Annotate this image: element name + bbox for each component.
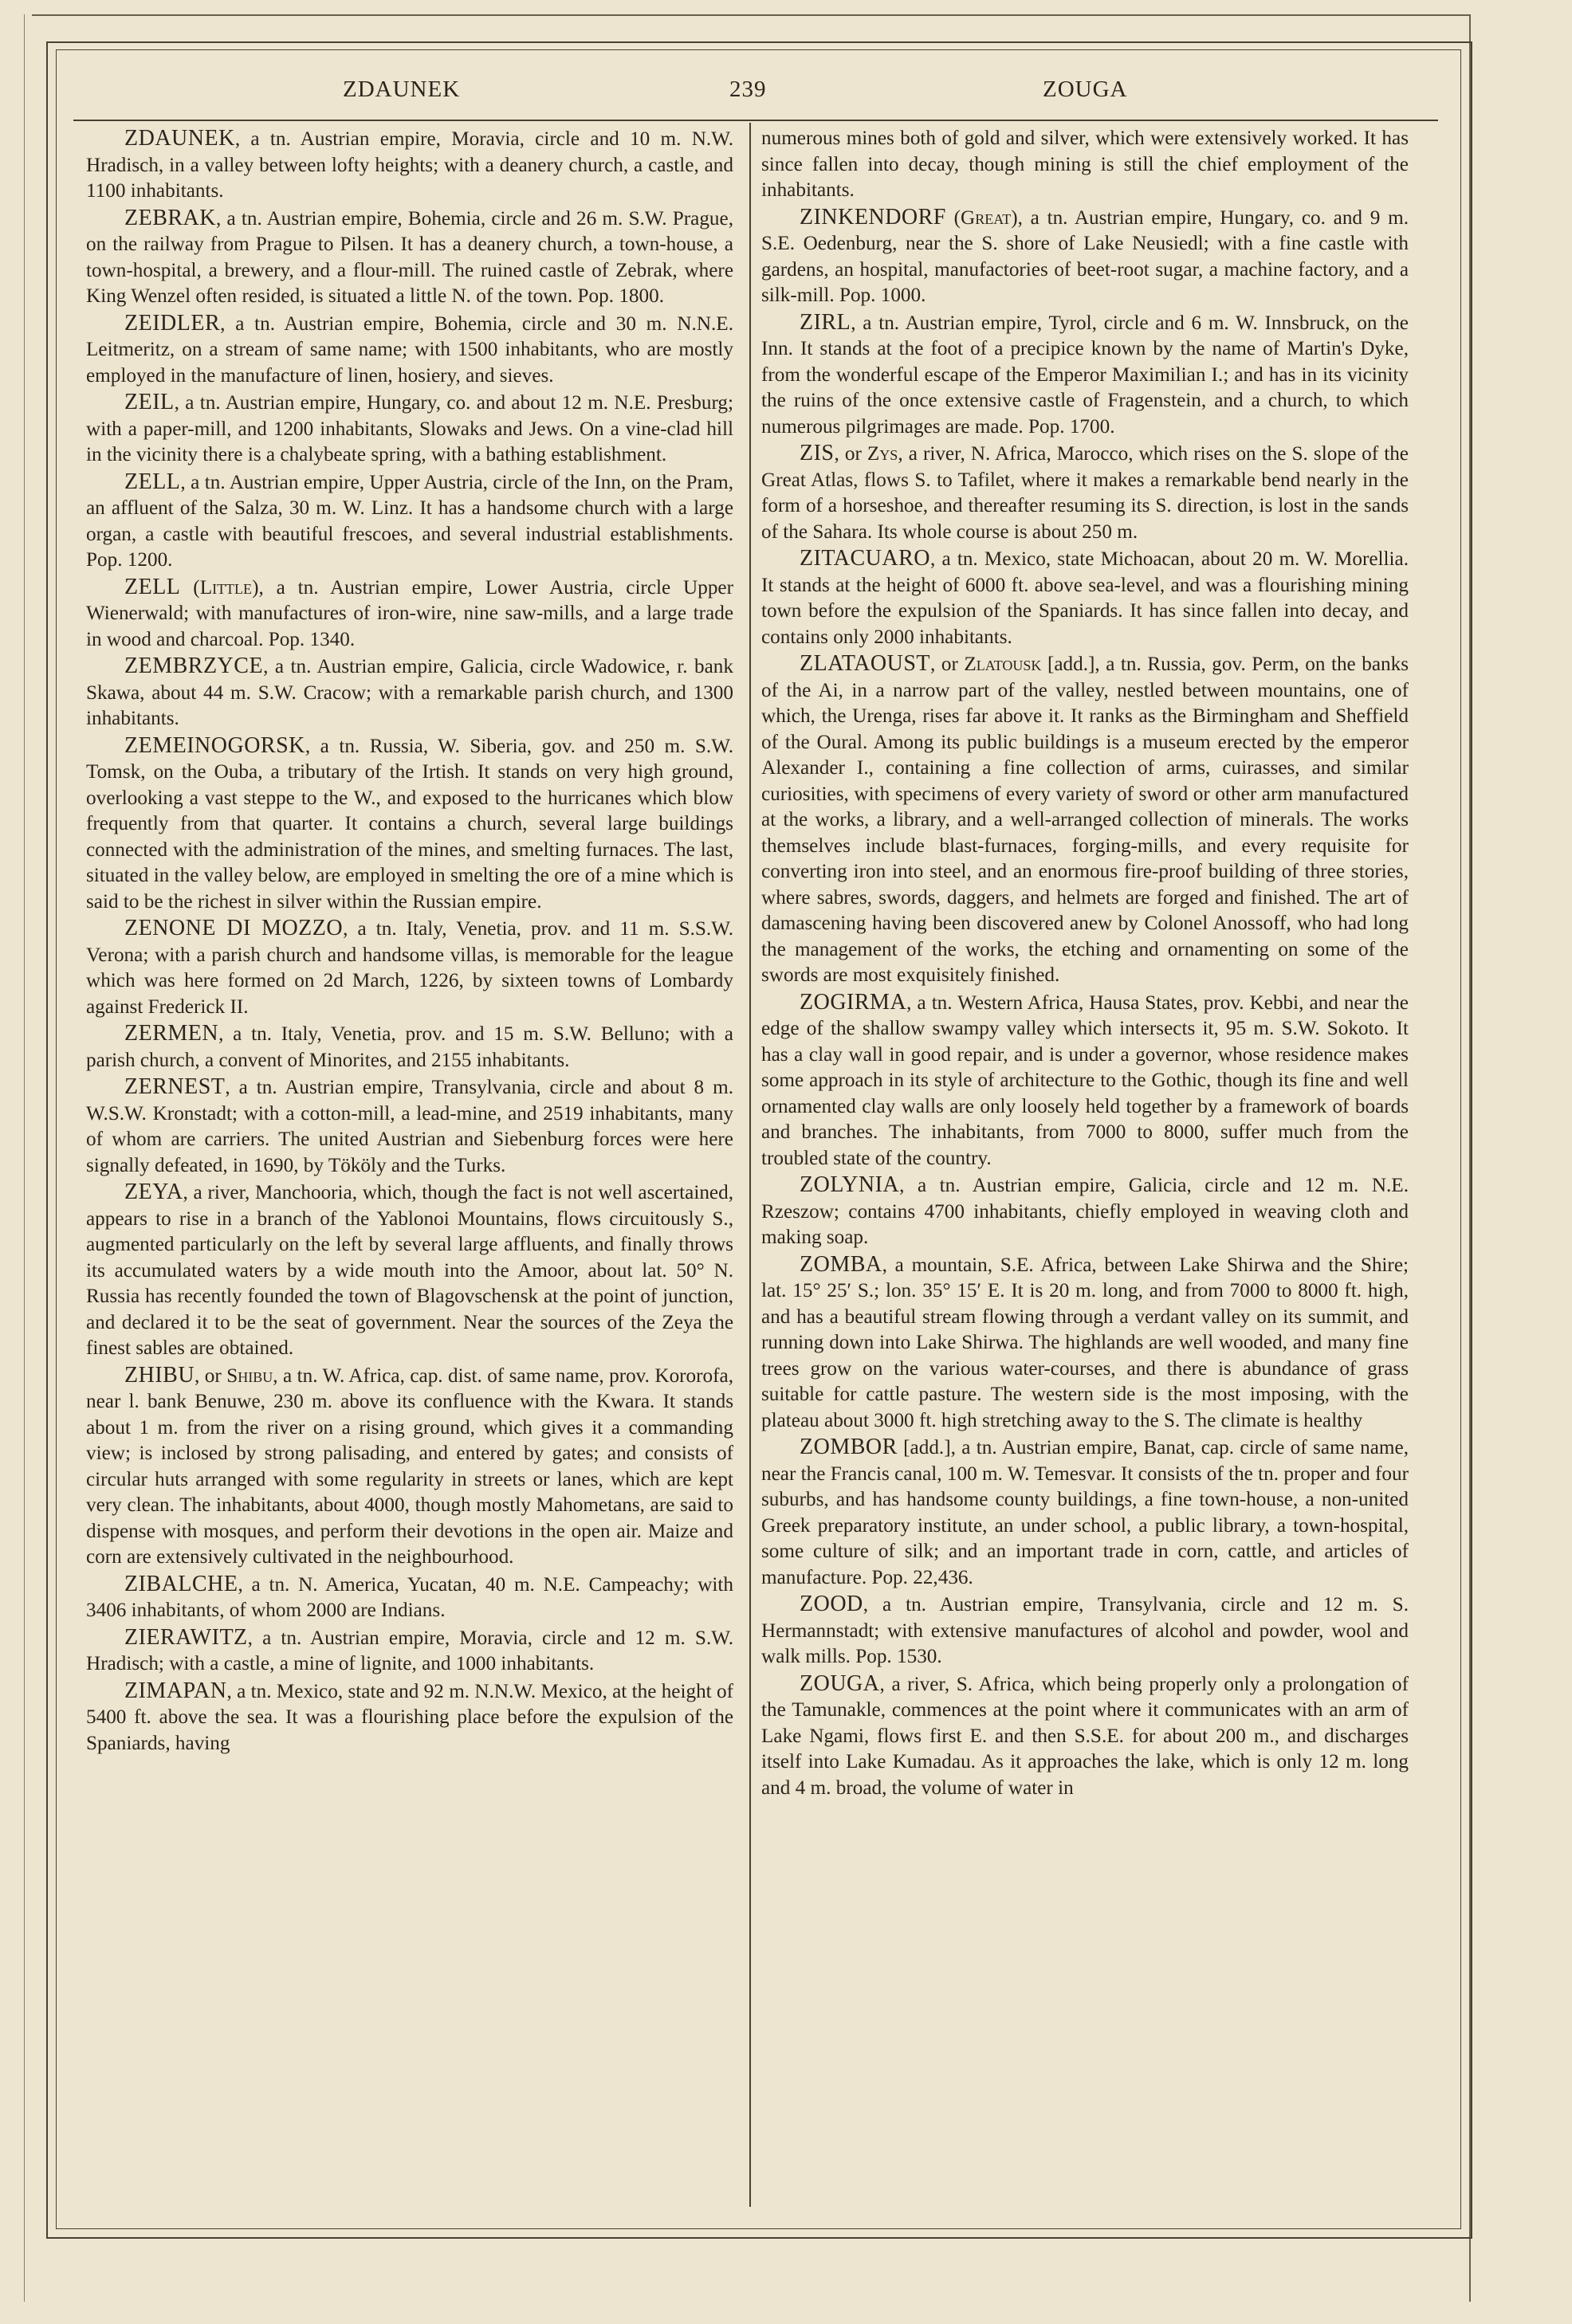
right-column bbox=[761, 126, 1409, 2206]
entry-headword: ZEMBRZYCE bbox=[124, 654, 264, 678]
entry-text: , a tn. Italy, Venetia, prov. and 11 m. S.S.W. Verona; with a parish church and handsome villas, is memorable for the league which was here formed on 2d March, 1226, by sixteen towns of Lombardy against Frederick II. bbox=[86, 918, 733, 1018]
entry-variant-name: Zys bbox=[867, 443, 898, 465]
entry-text: , a tn. Mexico, state Michoacan, about 20 m. W. Morellia. It stands at the height of 6000 ft. above sea-level, and was a flourishing mining town before the expulsion of the Spaniards. It has since fallen into decay, and contains only 2000 inhabitants. bbox=[761, 548, 1409, 648]
entry-headword: ZIBALCHE bbox=[124, 1571, 238, 1596]
entry-text: ), a tn. Austrian empire, Hungary, co. and 9 m. S.E. Oedenburg, near the S. shore of Lake Neusiedl; with a fine castle with gardens, an hospital, manufactories of beet-root sugar, a machine factory, and a silk-mill. Pop. 1000. bbox=[761, 206, 1409, 306]
gazetteer-entry bbox=[86, 390, 733, 469]
gazetteer-entry bbox=[761, 651, 1409, 989]
page-edge-top bbox=[32, 14, 1471, 16]
entry-headword: ZERNEST bbox=[124, 1074, 226, 1099]
entry-variant-name: Zlatousk bbox=[964, 654, 1042, 675]
entry-headword: ZENONE DI MOZZO bbox=[124, 916, 344, 940]
entry-text: , a tn. Austrian empire, Transylvania, circle and about 8 m. W.S.W. Kronstadt; with a cotton-mill, a lead-mine, and 2519 inhabitants, many of whom are carriers. The united Austrian and Siebenburg forces were here signally defeated, in 1690, by Tököly and the Turks. bbox=[86, 1077, 733, 1176]
entry-headword: ZIMAPAN bbox=[124, 1678, 227, 1703]
entry-punctuation: , or bbox=[834, 443, 867, 465]
entry-headword: ZOMBOR bbox=[800, 1435, 898, 1459]
gazetteer-entry bbox=[761, 1671, 1409, 1802]
entry-text: , a mountain, S.E. Africa, between Lake Shirwa and the Shire; lat. 15° 25′ S.; lon. 35° 15′ E. It is 20 m. long, and from 7000 to 8000 ft. high, and has a beautiful stream flowing through a verdant valley on its summit, and running down into Lake Shirwa. The highlands are well wooded, and many fine trees grow on the various water-courses, and there is abundance of grass suitable for cattle pasture. The western side is the most imposing, with the plateau about 3000 ft. high stretching away to the S. The climate is healthy bbox=[761, 1254, 1409, 1431]
gazetteer-entry bbox=[86, 126, 733, 205]
entry-headword: ZEIDLER bbox=[124, 310, 221, 336]
entry-text: , a tn. Austrian empire, Transylvania, circle and 12 m. S. Hermannstadt; with extensive manufactures of alcohol and powder, wool and walk mills. Pop. 1530. bbox=[761, 1594, 1409, 1667]
gazetteer-entry bbox=[86, 469, 733, 574]
gazetteer-entry bbox=[86, 1021, 733, 1074]
entry-headword: ZOMBA bbox=[800, 1251, 882, 1277]
entry-headword: ZOGIRMA bbox=[800, 989, 907, 1015]
entry-text: ), a tn. Austrian empire, Lower Austria, circle Upper Wienerwald; with manufactures of iron-wire, nine saw-mills, and a large trade in wood and charcoal. Pop. 1340. bbox=[86, 576, 733, 650]
entry-text: , a tn. W. Africa, cap. dist. of same name, prov. Kororofa, near l. bank Benuwe, 230 m. above its confluence with the Kwara. It stands about 1 m. from the river on a rising ground, which gives it a commanding view; is inclosed by strong palisading, and entered by gates; and consists of circular huts arranged with some regularity in streets or lanes, which are kept very clean. The inhabitants, about 4000, though mostly Mahometans, are said to dispense with mosques, and perform their devotions in the open air. Maize and corn are extensively cultivated in the neighbourhood. bbox=[86, 1364, 733, 1568]
entry-headword: ZDAUNEK bbox=[124, 126, 235, 151]
entry-punctuation: , or bbox=[930, 654, 965, 675]
entry-headword: ZLATAOUST bbox=[800, 651, 931, 676]
gazetteer-entry bbox=[761, 205, 1409, 309]
entry-punctuation: , or bbox=[195, 1364, 227, 1387]
gazetteer-entry bbox=[761, 546, 1409, 650]
entry-headword: ZOOD bbox=[800, 1592, 863, 1616]
gazetteer-entry bbox=[86, 916, 733, 1020]
entry-headword: ZOUGA bbox=[800, 1670, 880, 1696]
running-header bbox=[56, 77, 1460, 116]
column-divider bbox=[749, 123, 751, 2207]
entry-text: , a river, Manchooria, which, though the fact is not well ascertained, appears to rise in a branch of the Yablonoi Mountains, flows circuitously S., augmented particularly on the left by several large affluents, and finally throws its accumulated waters by a wide mouth into the Amoor, about lat. 50° N. Russia has recently founded the town of Blagovschensk at the point of junction, and declared it to be the seat of government. Near the sources of the Zeya the finest sables are obtained. bbox=[86, 1182, 733, 1359]
entry-headword: ZIS bbox=[800, 441, 835, 465]
header-first-entry: ZDAUNEK bbox=[343, 77, 461, 102]
entry-variant-name: Shibu bbox=[226, 1364, 273, 1387]
gazetteer-entry bbox=[761, 1252, 1409, 1435]
entry-text: , a tn. Austrian empire, Galicia, circle Wadowice, r. bank Skawa, about 44 m. S.W. Cracow; with a remarkable parish church, and 1300 inhabitants. bbox=[86, 656, 733, 729]
gazetteer-entry bbox=[86, 1074, 733, 1179]
page-edge-left bbox=[24, 14, 25, 2302]
entry-text: , a tn. Austrian empire, Bohemia, circle and 26 m. S.W. Prague, on the railway from Prague to Pilsen. It has a deanery church, a town-house, a town-hospital, a brewery, and a flour-mill. The ruined castle of Zebrak, where King Wenzel often resided, is situated a little N. of the town. Pop. 1800. bbox=[86, 207, 733, 307]
entry-punctuation: ( bbox=[945, 206, 961, 229]
entry-text: , a tn. Italy, Venetia, prov. and 15 m. S.W. Belluno; with a parish church, a convent of Minorites, and 2155 inhabitants. bbox=[86, 1023, 733, 1071]
gazetteer-entry bbox=[86, 311, 733, 390]
gazetteer-entry bbox=[86, 575, 733, 654]
gazetteer-entry bbox=[761, 441, 1409, 545]
entry-text: , a tn. Austrian empire, Bohemia, circle and 30 m. N.N.E. Leitmeritz, on a stream of same name; with 1500 inhabitants, who are mostly employed in the manufacture of linen, hosiery, and sieves. bbox=[86, 312, 733, 387]
gazetteer-entry bbox=[86, 733, 733, 916]
gazetteer-entry bbox=[761, 990, 1409, 1172]
entry-variant-name: Great bbox=[961, 206, 1012, 229]
gazetteer-entry bbox=[86, 1625, 733, 1678]
entry-headword: ZELL bbox=[124, 469, 181, 494]
entry-headword: ZIERAWITZ bbox=[124, 1624, 248, 1650]
entry-text: [add.], a tn. Russia, gov. Perm, on the banks of the Ai, in a narrow part of the valley, nestled between mountains, one of which, the Urenga, rises far above it. It ranks as the Birmingham and Sheffield of the Oural. Among its public buildings is a museum erected by the emperor Alexander I., containing a fine collection of arms, cuirasses, and similar curiosities, with specimens of every variety of sword or other arm manufactured at the works, a library, and a well-arranged collection of minerals. The works themselves include blast-furnaces, forging-mills, and every requisite for converting iron into steel, and an enormous fire-proof building of three stories, where sabres, swords, daggers, and helmets are forged and finished. The art of damascening having been discovered anew by Colonel Anossoff, who had long the management of the works, the etching and ornamenting on some of the swords are most exquisitely finished. bbox=[761, 654, 1409, 986]
entry-headword: ZITACUARO bbox=[800, 546, 931, 571]
entry-headword: ZOLYNIA bbox=[800, 1172, 900, 1197]
entry-headword: ZINKENDORF bbox=[800, 204, 946, 230]
entry-text: , a tn. Russia, W. Siberia, gov. and 250 m. S.W. Tomsk, on the Ouba, a tributary of the Irtish. It stands on very high ground, overlooking a vast steppe to the W., and exposed to the hurricanes which blow frequently from that quarter. It contains a church, several large buildings connected with the administration of the mines, and smelting furnaces. The last, situated in the valley below, are employed in smelting the ore of a mine which is said to be the richest in silver within the Russian empire. bbox=[86, 735, 733, 913]
entry-headword: ZEMEINOGORSK bbox=[124, 732, 305, 758]
gazetteer-entry bbox=[86, 1180, 733, 1362]
entry-text: , a tn. Austrian empire, Galicia, circle and 12 m. N.E. Rzeszow; contains 4700 inhabitants, chiefly employed in weaving cloth and making soap. bbox=[761, 1175, 1409, 1248]
gazetteer-entry-continuation bbox=[761, 126, 1409, 204]
gazetteer-entry bbox=[86, 206, 733, 310]
entry-text: , a river, N. Africa, Marocco, which rises on the S. slope of the Great Atlas, flows S. to Tafilet, where it makes a remarkable bend nearly in the form of a horseshoe, and thereafter resuming its S. direction, is lost in the sands of the Sahara. Its whole course is about 250 m. bbox=[761, 443, 1409, 543]
entry-headword: ZEYA bbox=[124, 1180, 183, 1204]
entry-text: , a tn. Mexico, state and 92 m. N.N.W. Mexico, at the height of 5400 ft. above the sea. It was a flourishing place before the expulsion of the Spaniards, having bbox=[86, 1680, 733, 1754]
entry-headword: ZHIBU bbox=[124, 1362, 195, 1388]
gazetteer-entry bbox=[86, 1678, 733, 1757]
gazetteer-entry bbox=[761, 310, 1409, 441]
entry-text: numerous mines both of gold and silver, which were extensively worked. It has since fallen into decay, though mining is still the chief employment of the inhabitants. bbox=[761, 128, 1409, 201]
entry-text: , a tn. Austrian empire, Moravia, circle and 10 m. N.W. Hradisch, in a valley between lofty heights; with a deanery church, a castle, and 1100 inhabitants. bbox=[86, 128, 733, 202]
entry-headword: ZEIL bbox=[124, 390, 175, 414]
entry-headword: ZELL bbox=[124, 574, 181, 599]
gazetteer-entry bbox=[761, 1172, 1409, 1251]
entry-headword: ZIRL bbox=[800, 309, 851, 335]
entry-text: , a river, S. Africa, which being properly only a prolongation of the Tamunakle, commences at the point where it communicates with an arm of Lake Ngami, flows first E. and then S.S.E. for about 200 m., and discharges itself into Lake Kumadau. As it approaches the lake, which is only 12 m. long and 4 m. broad, the volume of water in bbox=[761, 1673, 1409, 1799]
gazetteer-entry bbox=[761, 1435, 1409, 1591]
entry-text: , a tn. Austrian empire, Tyrol, circle and 6 m. W. Innsbruck, on the Inn. It stands at the foot of a precipice known by the name of Martin's Dyke, from the wonderful escape of the Emperor Maximilian I.; and has in its vicinity the ruins of the once extensive castle of Fragenstein, and a church, to which numerous pilgrimages are made. Pop. 1700. bbox=[761, 312, 1409, 438]
header-divider bbox=[73, 120, 1438, 121]
entry-headword: ZERMEN bbox=[124, 1021, 219, 1046]
entry-punctuation: ( bbox=[180, 576, 200, 599]
gazetteer-entry bbox=[86, 1572, 733, 1624]
gazetteer-entry bbox=[86, 1363, 733, 1571]
entry-text: , a tn. N. America, Yucatan, 40 m. N.E. Campeachy; with 3406 inhabitants, of whom 2000 are Indians. bbox=[86, 1573, 733, 1621]
header-last-entry: ZOUGA bbox=[1043, 77, 1128, 102]
entry-headword: ZEBRAK bbox=[124, 205, 216, 230]
entry-text: , a tn. Austrian empire, Hungary, co. and about 12 m. N.E. Presburg; with a paper-mill, and 1200 inhabitants, Slowaks and Jews. On a vine-clad hill in the vicinity there is a chalybeate spring, with a bathing establishment. bbox=[86, 392, 733, 465]
entry-text: [add.], a tn. Austrian empire, Banat, cap. circle of same name, near the Francis canal, 100 m. W. Temesvar. It consists of the tn. proper and four suburbs, and has handsome county buildings, a fine town-house, a non-united Greek preparatory institute, an under school, a public library, a town-hospital, some culture of silk; and an important trade in corn, cattle, and articles of manufacture. Pop. 22,436. bbox=[761, 1437, 1409, 1588]
gazetteer-entry bbox=[761, 1592, 1409, 1670]
entry-text: , a tn. Austrian empire, Upper Austria, circle of the Inn, on the Pram, an affluent of the Salza, 30 m. W. Linz. It has a handsome church with a large organ, a castle with beautiful frescoes, and several industrial establishments. Pop. 1200. bbox=[86, 471, 733, 571]
gazetteer-entry bbox=[86, 654, 733, 732]
left-column bbox=[86, 126, 733, 2206]
page-number: 239 bbox=[729, 77, 767, 102]
entry-text: , a tn. Western Africa, Hausa States, prov. Kebbi, and near the edge of the shallow swampy valley which intersects it, 95 m. S.W. Sokoto. It has a clay wall in good repair, and is under a governor, whose residence makes some approach in its style of architecture to the Gothic, though its fine and well ornamented clay walls are only loosely held together by a framework of boards and branches. The inhabitants, from 7000 to 8000, suffer much from the troubled state of the country. bbox=[761, 991, 1409, 1169]
entry-variant-name: Little bbox=[199, 576, 253, 599]
entry-text: , a tn. Austrian empire, Moravia, circle and 12 m. S.W. Hradisch; with a castle, a mine of lignite, and 1000 inhabitants. bbox=[86, 1627, 733, 1674]
